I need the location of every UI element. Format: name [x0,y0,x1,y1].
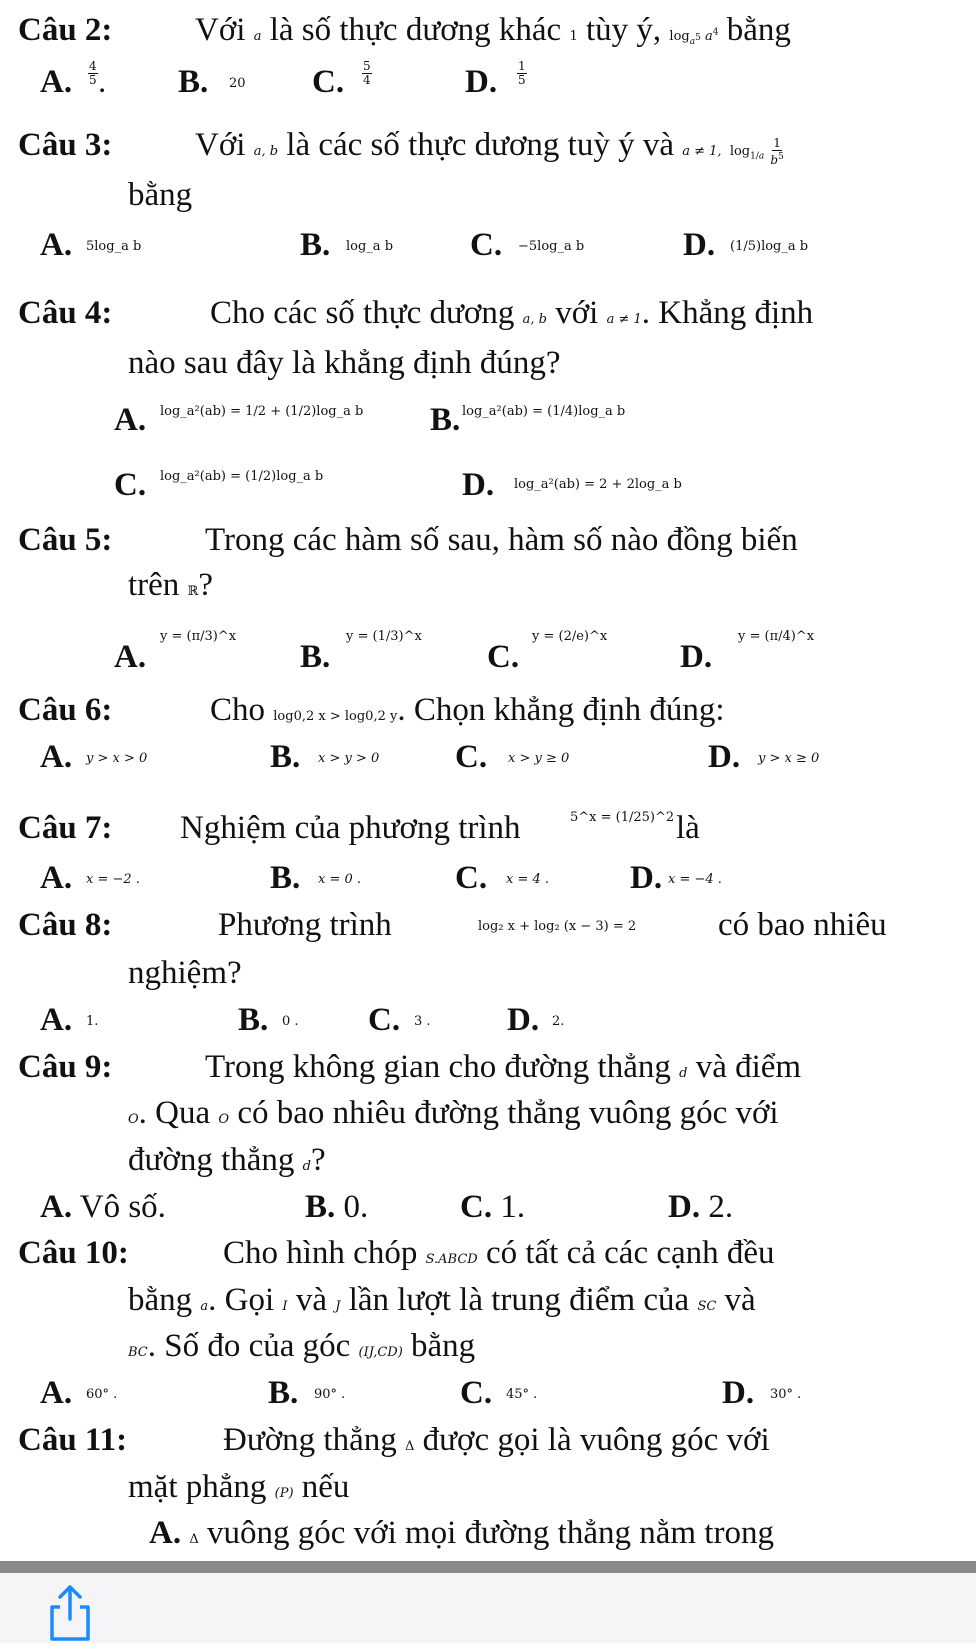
option-label: A. [40,739,73,775]
option-value: y = (π/3)^x [160,629,237,644]
option-label: B. [270,739,301,775]
option-label: B. [270,860,301,896]
question-text: là [676,810,700,846]
option-value: vuông góc với mọi đường thẳng nằm trong [206,1515,774,1551]
option-value: 90° . [314,1387,346,1402]
option-label: D. [668,1189,701,1225]
option-label: D. [722,1375,755,1411]
option-value: 0. [343,1189,369,1225]
option-label: A. [114,402,147,438]
option-value: $\frac{1}{5}$ [518,59,526,87]
option-value: log_a²(ab) = 1/2 + (1/2)log_a b [160,404,364,419]
question-number: Câu 8: [18,907,113,943]
option-value: 5log_a b [86,239,142,254]
question-text: có bao nhiêu [718,907,887,943]
math-symbol: SC [697,1299,717,1314]
option-label: C. [114,467,147,503]
question-text: Phương trình [218,907,392,943]
option-value: 30° . [770,1387,802,1402]
question-text: Nghiệm của phương trình [180,810,521,846]
question-number: Câu 3: [18,127,113,163]
math-expression: 5^x = (1/25)^2 [570,810,675,825]
bottom-toolbar [0,1561,976,1643]
option-label: C. [460,1375,493,1411]
option-label: D. [507,1002,540,1038]
math-symbol: J [335,1299,341,1314]
question-number: Câu 10: [18,1235,129,1271]
question-number: Câu 5: [18,522,113,558]
option-label: A. [40,860,73,896]
question-text: có tất cả các cạnh đều [485,1235,775,1271]
option-label: B. [178,64,209,100]
question-number: Câu 7: [18,810,113,846]
option-label: A. [149,1515,182,1551]
question-text: Cho [210,692,266,728]
question-text: lần lượt là trung điểm của [348,1282,690,1318]
option-value: 1. [500,1189,526,1225]
question-text: bằng [726,12,791,48]
math-symbol: S.ABCD [425,1252,478,1267]
option-label: C. [487,639,520,675]
question-text: Trong các hàm số sau, hàm số nào đồng biến [205,522,798,558]
math-symbol: O [218,1112,230,1127]
option-value: log_a²(ab) = 2 + 2log_a b [514,477,682,492]
option-value: Vô số. [79,1189,166,1225]
question-text: ? [198,567,214,603]
option-value: $\frac{4}{5}$ [89,59,97,87]
option-value: log_a²(ab) = (1/4)log_a b [462,404,626,419]
option-value: 2. [552,1014,565,1029]
option-label: A. [40,1375,73,1411]
math-expression: $\log_{1/a}$ $\frac{1}{b^5}$ [729,135,784,167]
option-value: 20 [229,76,246,91]
option-label: D. [680,639,713,675]
option-label: B. [300,227,331,263]
math-symbol: Δ [189,1532,199,1547]
option-value: log_a²(ab) = (1/2)log_a b [160,469,324,484]
question-text: Cho hình chóp [223,1235,418,1271]
question-text: bằng [128,1282,193,1318]
question-text: nếu [301,1469,350,1505]
question-text: và điểm [695,1049,802,1085]
option-value: 45° . [506,1387,538,1402]
option-label: A. [40,1189,73,1225]
option-label: A. [40,64,73,100]
math-symbol: BC [128,1345,148,1360]
question-text: mặt phẳng [128,1469,267,1505]
option-value: 2. [708,1189,734,1225]
option-label: C. [455,860,488,896]
math-symbol: 1 [569,29,578,44]
option-value: (1/5)log_a b [730,239,809,254]
math-symbol: a, b [522,312,547,327]
option-value: y = (2/e)^x [532,629,608,644]
question-text: tùy ý, [586,12,662,48]
question-text: Với [195,127,246,163]
math-symbol: (IJ,CD) [358,1345,403,1360]
option-value: 1. [86,1014,99,1029]
option-label: C. [460,1189,493,1225]
math-symbol: a, b [253,144,279,159]
math-symbol: Δ [404,1439,415,1454]
question-text: Đường thẳng [223,1422,397,1458]
math-expression: $\log_{a^5} a^4$ [669,27,719,47]
question-text: có bao nhiêu đường thẳng vuông góc với [237,1095,779,1131]
option-value: y = (π/4)^x [738,629,815,644]
question-number: Câu 9: [18,1049,113,1085]
option-label: A. [40,1002,73,1038]
option-value: x = −4 . [668,872,722,887]
question-text: bằng [411,1328,476,1364]
question-number: Câu 4: [18,295,113,331]
option-value: 0 . [282,1014,299,1029]
option-value: y > x > 0 [86,751,148,766]
option-value: $\frac{5}{4}$ [363,59,371,87]
option-label: A. [40,227,73,263]
math-expression: log₂ x + log₂ (x − 3) = 2 [478,919,637,934]
option-label: B. [305,1189,336,1225]
question-text: và [295,1282,327,1318]
option-label: C. [455,739,488,775]
option-label: D. [462,467,495,503]
option-label: D. [708,739,741,775]
question-text: nghiệm? [128,955,242,991]
option-value: x = −2 . [86,872,140,887]
question-text: nào sau đây là khẳng định đúng? [128,345,561,381]
option-label: B. [430,402,461,438]
option-value: x = 0 . [318,872,362,887]
math-symbol: I [282,1299,288,1314]
question-text: với [555,295,599,331]
option-value: x > y > 0 [318,751,380,766]
question-text: là các số thực dương tuỳ ý và [286,127,674,163]
question-text: . Khẳng định [641,295,814,331]
question-text: . Gọi [208,1282,275,1318]
option-label: D. [630,860,663,896]
math-symbol: a [253,29,262,44]
question-text: trên [128,567,180,603]
option-value: 60° . [86,1387,118,1402]
option-label: C. [368,1002,401,1038]
option-value: x = 4 . [506,872,550,887]
question-text: . Số đo của góc [147,1328,351,1364]
option-label: C. [312,64,345,100]
math-symbol: d [302,1159,311,1174]
option-label: C. [470,227,503,263]
question-text: . Qua [138,1095,211,1131]
option-value: y > x ≥ 0 [758,751,820,766]
option-label: A. [114,639,147,675]
question-text: . Chọn khẳng định đúng: [397,692,725,728]
option-label: B. [300,639,331,675]
question-text: Cho các số thực dương [210,295,515,331]
question-text: là số thực dương khác [269,12,562,48]
question-text: Với [195,12,246,48]
question-text: ? [310,1142,326,1178]
math-symbol: O [128,1112,139,1127]
option-label: D. [683,227,716,263]
math-symbol: (P) [274,1486,294,1501]
option-value: −5log_a b [518,239,585,254]
question-text: đường thẳng [128,1142,295,1178]
math-symbol: ℝ [187,584,199,599]
option-value: log_a b [346,239,394,254]
option-value: 3 . [414,1014,431,1029]
question-text: bằng [128,177,193,213]
share-icon[interactable] [42,1583,98,1643]
math-symbol: a ≠ 1, [682,144,722,159]
question-text: được gọi là vuông góc với [422,1422,770,1458]
math-expression: log0,2 x > log0,2 y [273,709,398,724]
option-label: B. [238,1002,269,1038]
math-symbol: a [200,1299,209,1314]
question-number: Câu 6: [18,692,113,728]
document-page: Câu 2: Với a là số thực dương khác 1 tùy ý, $\log_{a^5} a^4$ bằng A. $\frac{4}{5}$ . B. 20 C. $\frac{5}{4}$ D. $\frac{1}{5}$ Câu 3: Với a, b là các số thực dương tuỳ ý và a ≠ 1, $\log_{1/a}$ $\frac{1}{b^5}$ bằng A. 5log_a b B. log_a b C. −5log_a b D. (1/5)log_a b Câu 4: Cho các số thực dương a, b với a ≠ 1. Khẳng định nào sau đây là khẳng định đúng? A. log_a²(ab) = 1/2 + (1/2)log_a b B. log_a²(ab) = (1/4)log_a b C. log_a²(ab) = (1/2)log_a b D. log_a²(ab) = 2 + 2log_a b Câu 5: Trong các hàm số sau, hàm số nào đồng biến trên ℝ? A. y = (π/3)^x B. y = (1/3)^x C. y = (2/e)^x D. y = (π/4)^x Câu 6: Cho log0,2 x > log0,2 y. Chọn khẳng định đúng: A. y > x > 0 B. x > y > 0 C. x > y ≥ 0 D. y > x ≥ 0 Câu 7: Nghiệm của phương trình 5^x = (1/25)^2 là A. x = −2 . B. x = 0 . C. x = 4 . D. x = −4 . Câu 8: Phương trình log₂ x + log₂ (x − 3) = 2 có bao nhiêu nghiệm? A. 1. B. 0 . C. 3 . D. 2. Câu 9: Trong không gian cho đường thẳng d và điểm O. Qua O có bao nhiêu đường thẳng vuông góc với đường thẳng d? A. Vô số. B. 0. C. 1. D. 2. Câu 10: Cho hình chóp S.ABCD có tất cả các cạnh đều bằng a. Gọi I và J lần lượt là trung điểm của SC và BC. Số đo của góc (IJ,CD) bằng A. 60° . B. 90° . C. 45° . D. 30° . Câu 11: Đường thẳng Δ được gọi là vuông góc với mặt phẳng (P) nếu A. Δ vuông góc với mọi đường thẳng nằm trong [18,12,887,1551]
question-text: và [724,1282,756,1318]
question-number: Câu 2: [18,12,113,48]
option-value: x > y ≥ 0 [508,751,570,766]
option-label: D. [465,64,498,100]
question-text: Trong không gian cho đường thẳng [205,1049,671,1085]
math-symbol: d [679,1066,688,1081]
option-label: B. [268,1375,299,1411]
question-number: Câu 11: [18,1422,128,1458]
option-value: y = (1/3)^x [346,629,422,644]
math-symbol: a ≠ 1 [606,312,642,327]
